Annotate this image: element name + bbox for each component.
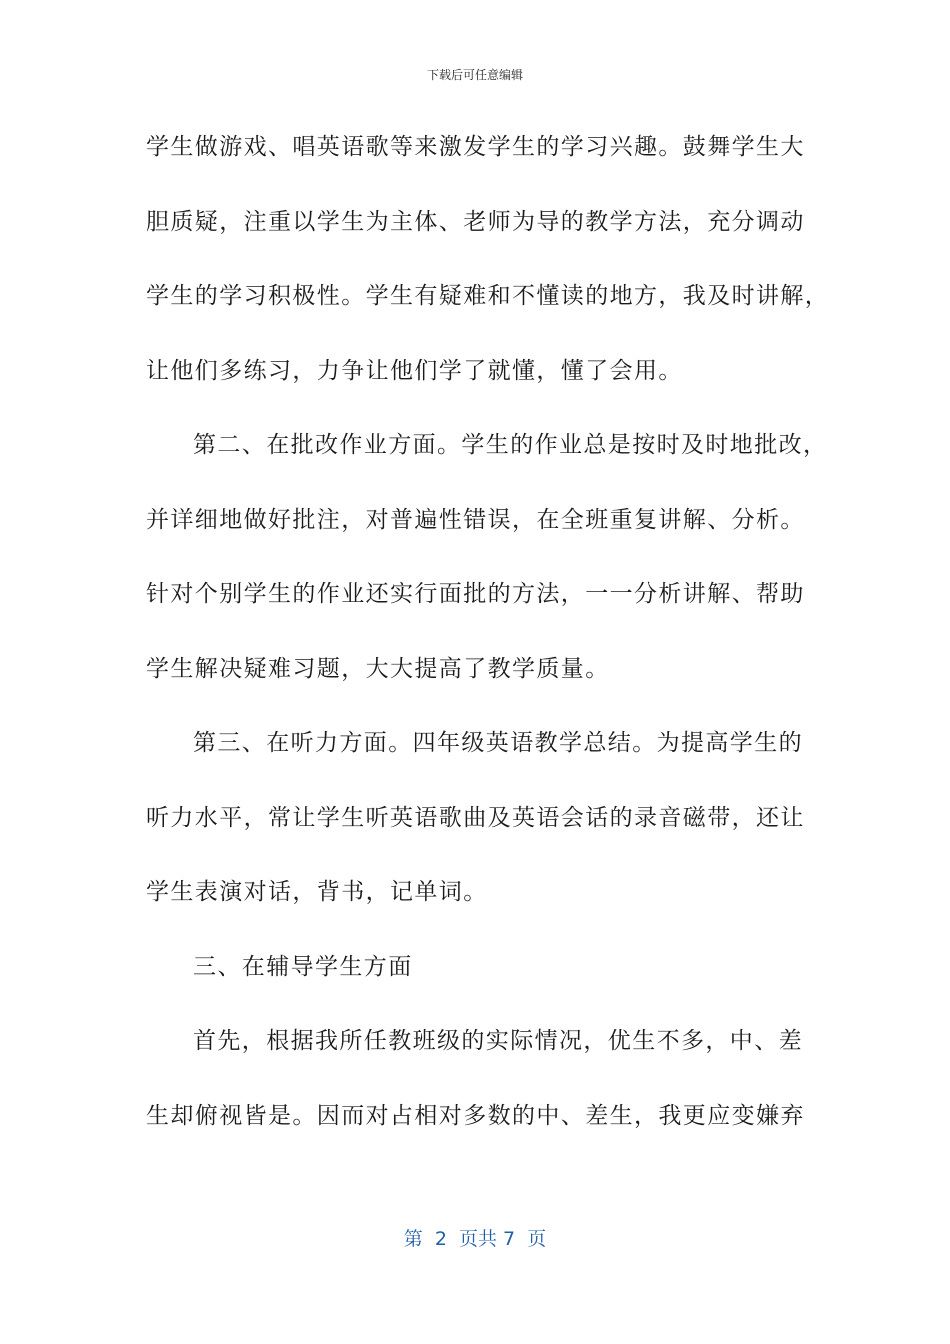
text-line: 首先，根据我所任教班级的实际情况，优生不多，中、差 — [193, 1028, 803, 1054]
text-line: 并详细地做好批注，对普遍性错误，在全班重复讲解、分析。 — [146, 506, 805, 533]
document-body — [146, 110, 830, 1153]
text-line: 第三、在听力方面。四年级英语教学总结。为提高学生的 — [193, 730, 803, 756]
text-line: 学生表演对话，背书，记单词。 — [146, 879, 488, 905]
page-number-footer: 第 2 页共 7 页 — [403, 1228, 547, 1250]
text-line: 让他们多练习，力争让他们学了就懂，懂了会用。 — [146, 357, 683, 384]
page-header: 下载后可任意编辑 — [426, 68, 523, 82]
text-line: 胆质疑，注重以学生为主体、老师为导的教学方法，充分调动 — [146, 208, 805, 235]
text-line: 学生解决疑难习题，大大提高了教学质量。 — [146, 655, 610, 682]
text-line: 针对个别学生的作业还实行面批的方法，一一分析讲解、帮助 — [146, 581, 805, 607]
text-line: 学生的学习积极性。学生有疑难和不懂读的地方，我及时讲解， — [146, 283, 830, 309]
text-line: 学生做游戏、唱英语歌等来激发学生的学习兴趣。鼓舞学生大 — [146, 134, 805, 160]
text-line: 第二、在批改作业方面。学生的作业总是按时及时地批改， — [193, 432, 828, 458]
text-line: 听力水平，常让学生听英语歌曲及英语会话的录音磁带，还让 — [146, 804, 805, 831]
text-line: 生却俯视皆是。因而对占相对多数的中、差生，我更应变嫌弃 — [146, 1102, 805, 1129]
section-heading: 三、在辅导学生方面 — [193, 953, 413, 980]
